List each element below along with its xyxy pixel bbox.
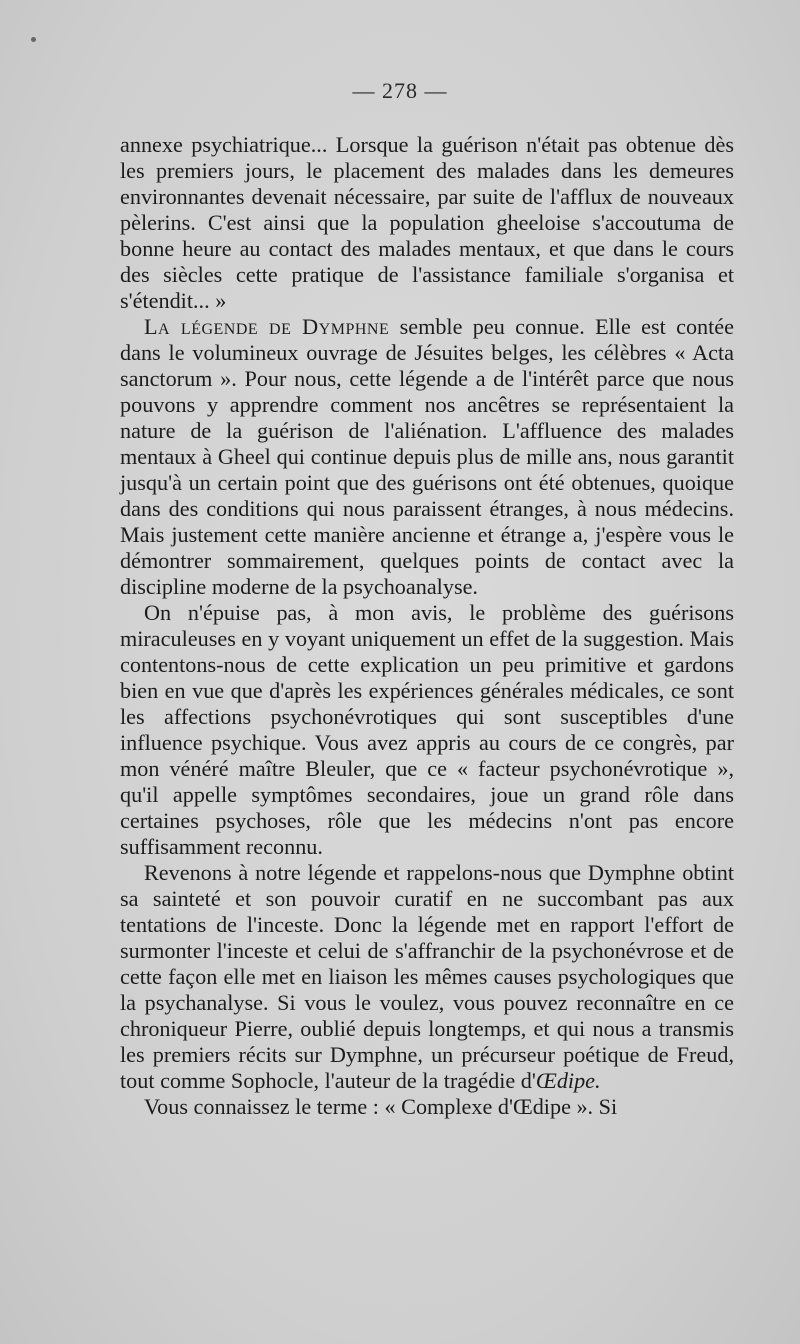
ink-speck	[31, 37, 36, 42]
page-number: — 278 —	[352, 78, 448, 103]
paragraph-2-body: semble peu connue. Elle est contée dans le volumineux ouvrage de Jésuites belges, les célèbres « Acta sanctorum ». Pour nous, cette légende a de l'intérêt parce que nous pouvons y apprendre comment nos ancêtres se représentaient la nature de la guérison de l'aliénation. L'affluence des malades mentaux à Gheel qui continue depuis plus de mille ans, nous garantit jusqu'à un certain point que des guérisons ont été obtenues, quoique dans des conditions qui nous paraissent étranges, à nous médecins. Mais justement cette manière ancienne et étrange a, j'espère vous le démontrer sommairement, quelques points de contact avec la discipline moderne de la psychoanalyse.	[120, 314, 734, 599]
title-oedipe: Œdipe.	[535, 1068, 601, 1093]
section-heading: La légende de Dymphne	[144, 314, 390, 339]
paragraph-4-body: Revenons à notre légende et rappelons-nous que Dymphne obtint sa sainteté et son pouvoir curatif en ne succombant pas aux tentations de l'inceste. Donc la légende met en rapport l'effort de surmonter l'inceste et celui de s'affranchir de la psychonévrose et de cette façon elle met en liaison les mêmes causes psychologiques que la psychanalyse. Si vous le voulez, vous pouvez reconnaître en ce chroniqueur Pierre, oublié depuis longtemps, et qui nous a transmis les premiers récits sur Dymphne, un précurseur poétique de Freud, tout comme Sophocle, l'auteur de la tragédie d'	[120, 860, 734, 1093]
paragraph-1: annexe psychiatrique... Lorsque la guérison n'était pas obtenue dès les premiers jours, le placement des malades dans les demeures environnantes devenait nécessaire, par suite de l'afflux de nouveaux pèlerins. C'est ainsi que la population gheeloise s'accoutuma de bonne heure au contact des malades mentaux, et que dans le cours des siècles cette pratique de l'assistance familiale s'organisa et s'étendit... »	[120, 132, 734, 313]
paragraph-2	[120, 314, 734, 600]
paragraph-4	[120, 860, 734, 1094]
paragraph-3: On n'épuise pas, à mon avis, le problème des guérisons miraculeuses en y voyant uniquement un effet de la suggestion. Mais contentons-nous de cette explication un peu primitive et gardons bien en vue que d'après les expériences générales médicales, ce sont les affections psychonévrotiques qui sont susceptibles d'une influence psychique. Vous avez appris au cours de ce congrès, par mon vénéré maître Bleuler, que ce « facteur psychonévrotique », qu'il appelle symptômes secondaires, joue un grand rôle dans certaines psychoses, rôle que les médecins n'ont pas encore suffisamment reconnu.	[120, 600, 734, 859]
paragraph-5: Vous connaissez le terme : « Complexe d'Œdipe ». Si	[144, 1094, 618, 1119]
body-text	[120, 132, 734, 1120]
